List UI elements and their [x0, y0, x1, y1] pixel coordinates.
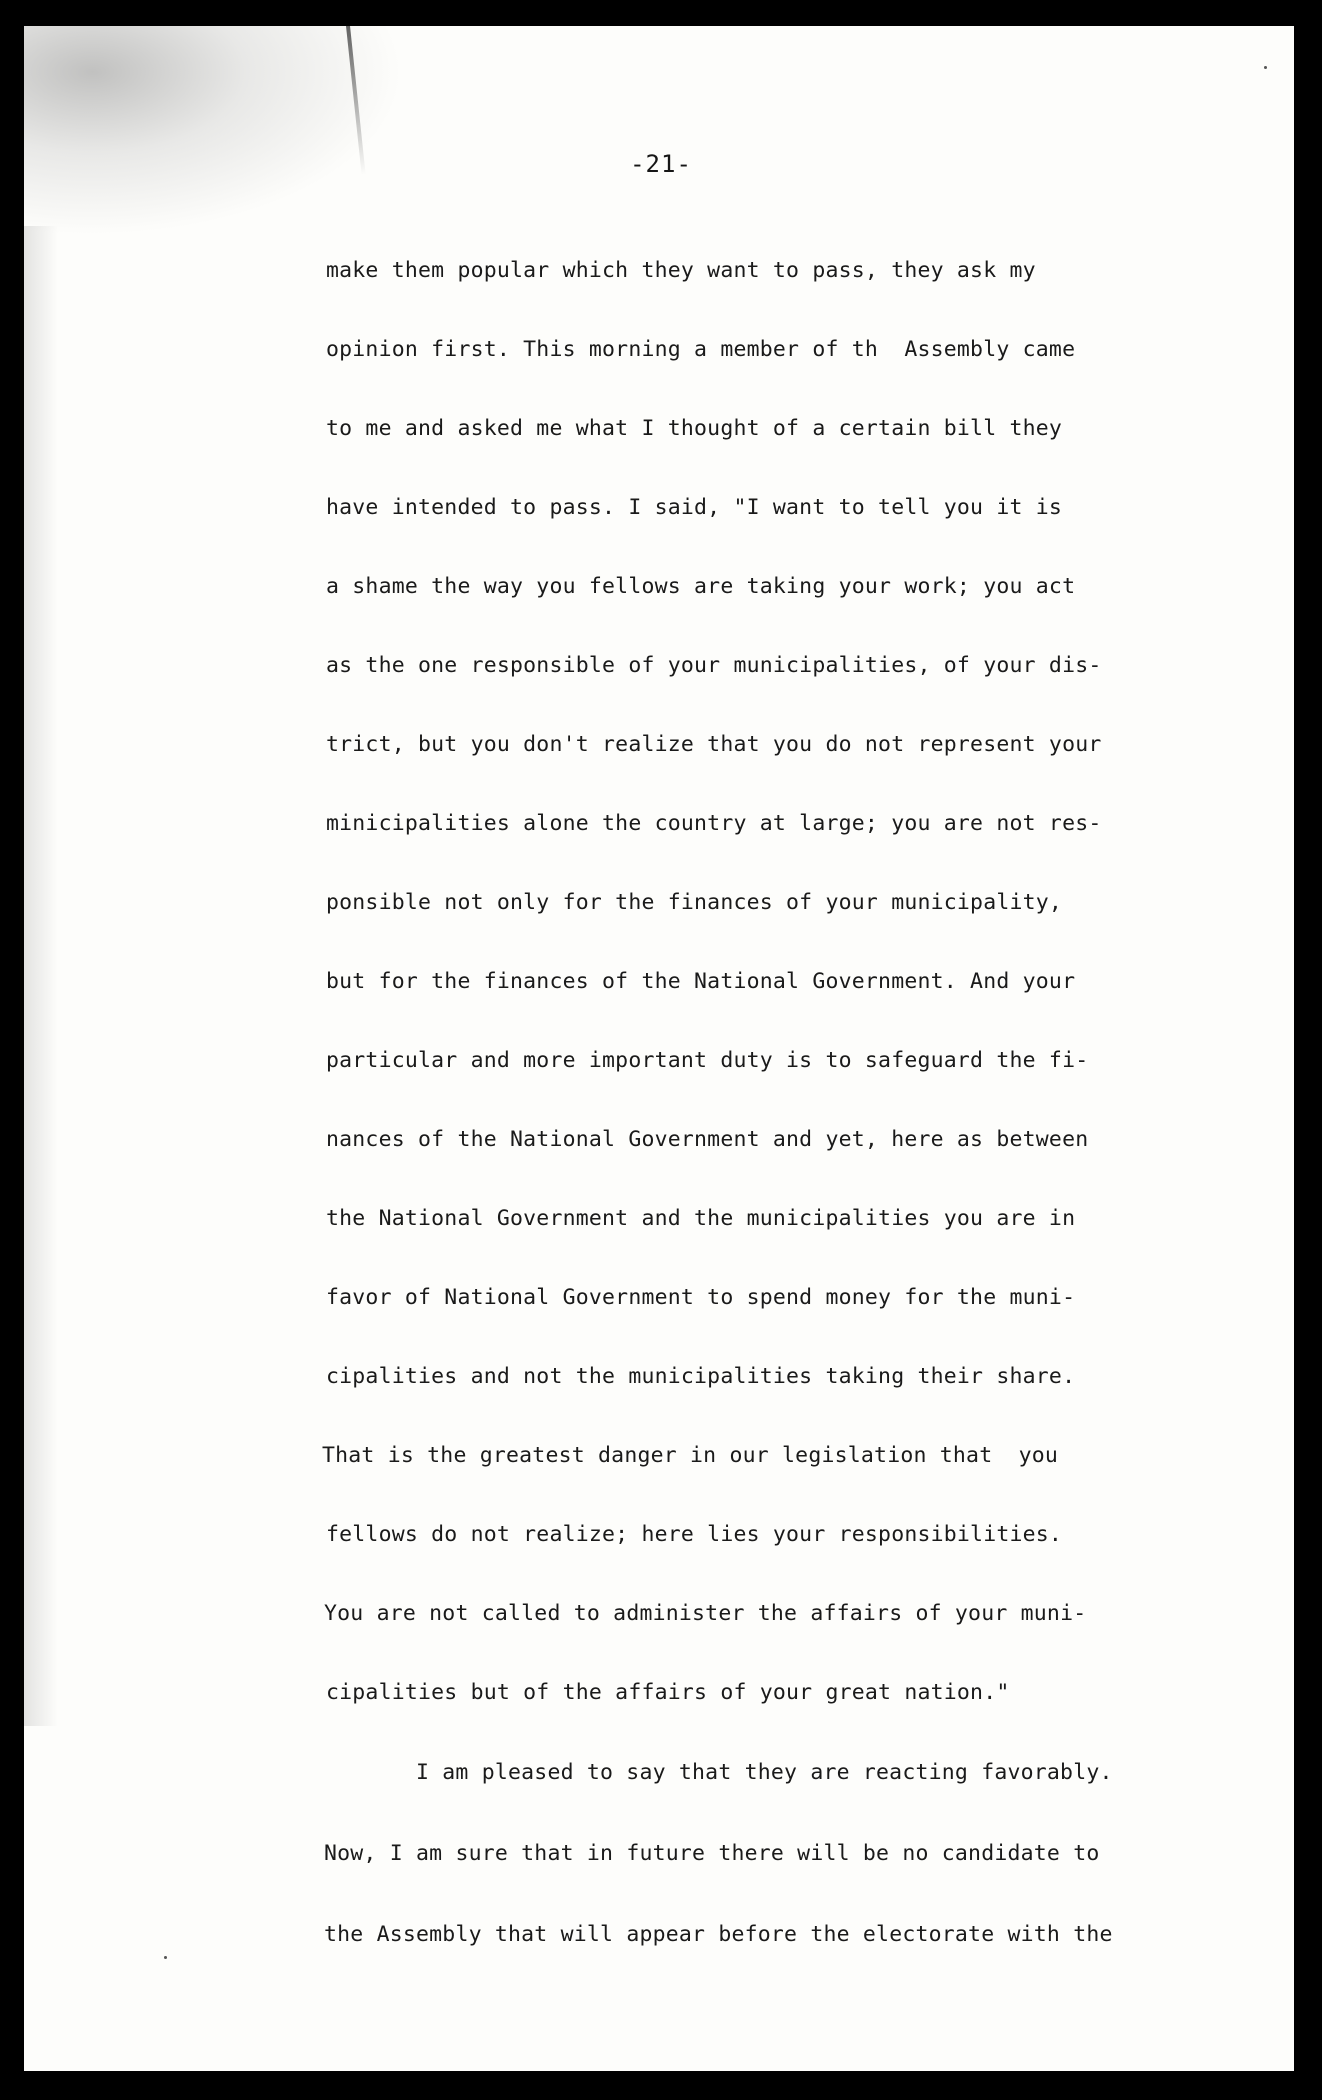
text-line: You are not called to administer the affairs of your muni-: [324, 1601, 1087, 1626]
text-line: particular and more important duty is to safeguard the fi-: [326, 1048, 1089, 1073]
text-line: ponsible not only for the finances of your municipality,: [326, 890, 1063, 915]
text-line: Now, I am sure that in future there will be no candidate to: [324, 1841, 1100, 1866]
text-line: have intended to pass. I said, "I want to tell you it is: [326, 495, 1063, 520]
text-line: cipalities but of the affairs of your great nation.": [326, 1680, 1010, 1705]
text-line: the Assembly that will appear before the electorate with the: [324, 1922, 1113, 1947]
text-line: the National Government and the municipalities you are in: [326, 1206, 1076, 1231]
text-line: I am pleased to say that they are reacting favorably.: [416, 1760, 1113, 1785]
text-line: trict, but you don't realize that you do not represent your: [326, 732, 1102, 757]
text-line: opinion first. This morning a member of th Assembly came: [326, 337, 1076, 362]
text-line: cipalities and not the municipalities taking their share.: [326, 1364, 1076, 1389]
text-line: a shame the way you fellows are taking your work; you act: [326, 574, 1076, 599]
text-line: make them popular which they want to pass, they ask my: [326, 258, 1036, 283]
text-line: but for the finances of the National Government. And your: [326, 969, 1076, 994]
text-line: That is the greatest danger in our legislation that you: [322, 1443, 1059, 1468]
text-line: as the one responsible of your municipalities, of your dis-: [326, 653, 1102, 678]
text-line: minicipalities alone the country at large; you are not res-: [326, 811, 1102, 836]
page-number: -21-: [630, 150, 692, 178]
ink-speck: [1264, 66, 1267, 69]
text-line: favor of National Government to spend money for the muni-: [326, 1285, 1076, 1310]
ink-speck: [164, 1956, 167, 1959]
text-line: nances of the National Government and yet, here as between: [326, 1127, 1089, 1152]
text-line: to me and asked me what I thought of a certain bill they: [326, 416, 1063, 441]
text-line: fellows do not realize; here lies your responsibilities.: [326, 1522, 1063, 1547]
